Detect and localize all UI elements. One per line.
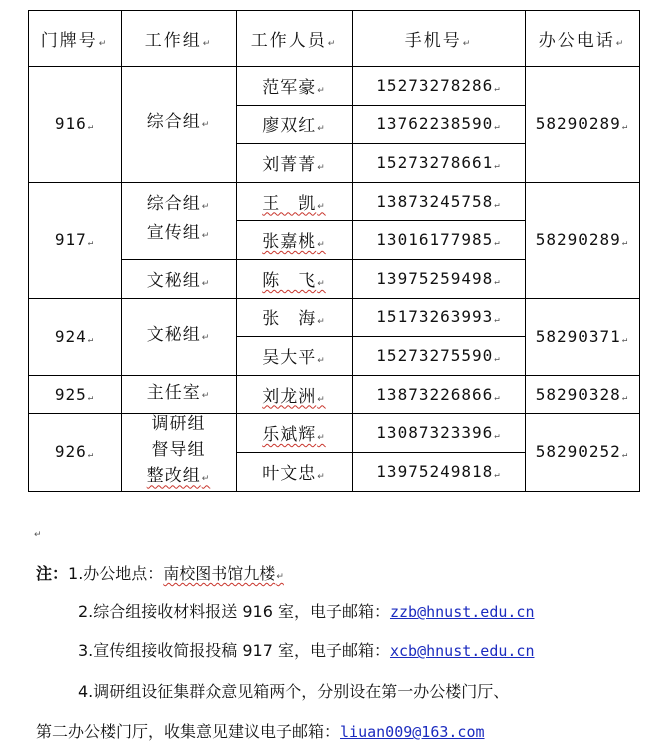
table-rule	[236, 452, 526, 453]
office-phone-cell-text: 58290289 ↵	[536, 114, 628, 133]
mobile-phone-cell	[352, 182, 525, 221]
column-header-text: 工作人员 ↵	[251, 26, 338, 51]
work-group-cell	[121, 413, 236, 490]
work-group-cell	[121, 259, 236, 298]
xcb-email-link[interactable]: xcb@hnust.edu.cn	[389, 642, 535, 660]
office-phone-cell	[525, 182, 639, 298]
column-header-text: 门牌号 ↵	[41, 26, 109, 51]
mobile-phone-cell	[352, 336, 525, 375]
table-rule	[236, 259, 526, 260]
staff-name-cell-text: 吴大平 ↵	[262, 343, 326, 368]
mobile-phone-cell	[352, 105, 525, 144]
staff-name-cell	[236, 105, 352, 144]
staff-name-cell-text: 范军豪 ↵	[262, 73, 326, 98]
work-group-name: 文秘组 ↵	[147, 322, 211, 351]
room-number-cell-text: 926 ↵	[55, 442, 94, 461]
mobile-phone-cell-text: 13087323396 ↵	[376, 423, 500, 442]
staff-name-cell	[236, 143, 352, 182]
mobile-phone-cell-text: 15273278661 ↵	[376, 153, 500, 172]
staff-name-cell-text: 叶文忠 ↵	[262, 459, 326, 484]
work-group-cell	[121, 66, 236, 182]
office-location: 南校图书馆九楼 ↵	[163, 564, 284, 583]
room-number-cell	[28, 182, 121, 298]
office-phone-cell	[525, 413, 639, 490]
table-rule	[639, 10, 640, 492]
column-header	[121, 10, 236, 66]
table-rule	[28, 491, 640, 492]
mobile-phone-cell-text: 13762238590 ↵	[376, 114, 500, 133]
staff-name-cell-text: 张 海 ↵	[262, 304, 326, 329]
zzb-email-link[interactable]: zzb@hnust.edu.cn	[389, 603, 535, 621]
room-number-cell-text: 917 ↵	[55, 230, 94, 249]
office-phone-cell	[525, 298, 639, 375]
staff-name-cell-text: 刘菁菁 ↵	[262, 150, 326, 175]
work-group-cell	[121, 298, 236, 375]
work-group-name: 调研组	[151, 414, 206, 435]
office-phone-cell	[525, 66, 639, 182]
liuan-email-link[interactable]: liuan009@163.com	[340, 723, 485, 741]
table-rule	[236, 105, 526, 106]
staff-name-cell-text: 陈 飞 ↵	[262, 266, 326, 291]
table-rule	[236, 220, 526, 221]
mobile-phone-cell	[352, 298, 525, 337]
room-number-cell	[28, 298, 121, 375]
table-rule	[28, 10, 29, 492]
staff-name-cell-text: 刘龙洲 ↵	[262, 382, 326, 407]
note-3-text: 3.宣传组接收简报投稿 917 室，电子邮箱：	[78, 641, 390, 660]
room-number-cell	[28, 375, 121, 414]
mobile-phone-cell	[352, 143, 525, 182]
work-group-cell	[121, 182, 236, 259]
note-item-3	[78, 640, 534, 662]
staff-name-cell-text: 乐斌辉 ↵	[262, 420, 326, 445]
room-number-cell-text: 924 ↵	[55, 327, 94, 346]
note-item-4-line2	[36, 721, 485, 743]
room-number-cell	[28, 413, 121, 490]
column-header-text: 手机号 ↵	[405, 26, 473, 51]
mobile-phone-cell-text: 13873226866 ↵	[376, 385, 500, 404]
mobile-phone-cell	[352, 413, 525, 452]
work-group-name: 综合组 ↵	[147, 109, 211, 138]
mobile-phone-cell	[352, 375, 525, 414]
column-header-text: 工作组 ↵	[145, 26, 213, 51]
mobile-phone-cell	[352, 259, 525, 298]
staff-name-cell-text: 张嘉桃 ↵	[262, 227, 326, 252]
column-header	[28, 10, 121, 66]
column-header	[525, 10, 639, 66]
staff-name-cell	[236, 452, 352, 491]
table-rule	[28, 10, 640, 11]
mobile-phone-cell-text: 13873245758 ↵	[376, 192, 500, 211]
column-header	[352, 10, 525, 66]
table-rule	[236, 336, 526, 337]
work-group-name: 宣传组 ↵	[147, 220, 211, 249]
office-phone-cell-text: 58290252 ↵	[536, 442, 628, 461]
staff-name-cell	[236, 259, 352, 298]
staff-name-cell	[236, 182, 352, 221]
mobile-phone-cell-text: 15173263993 ↵	[376, 307, 500, 326]
room-number-cell	[28, 66, 121, 182]
note-item-2	[78, 601, 534, 623]
staff-name-cell	[236, 375, 352, 414]
mobile-phone-cell-text: 13975249818 ↵	[376, 462, 500, 481]
work-group-cell-text: 文秘组 ↵	[147, 266, 211, 291]
table-rule	[352, 10, 353, 492]
staff-name-cell	[236, 220, 352, 259]
staff-name-cell	[236, 336, 352, 375]
mobile-phone-cell	[352, 452, 525, 491]
office-phone-cell-text: 58290328 ↵	[536, 385, 628, 404]
note-item-1	[36, 563, 284, 588]
work-group-name: 综合组 ↵	[147, 191, 211, 220]
office-phone-cell-text: 58290371 ↵	[536, 327, 628, 346]
work-group-name: 主任室 ↵	[147, 380, 211, 409]
note-label: 注：	[36, 564, 69, 583]
note-2-text: 2.综合组接收材料报送 916 室，电子邮箱：	[78, 602, 390, 621]
table-rule	[28, 66, 640, 67]
table-rule	[121, 259, 237, 260]
staff-name-cell	[236, 413, 352, 452]
column-header	[236, 10, 352, 66]
note-4-text-1: 4.调研组设征集群众意见箱两个，分别设在第一办公楼门厅、	[78, 682, 510, 701]
table-rule	[236, 143, 526, 144]
paragraph-mark: ↵	[34, 530, 42, 540]
mobile-phone-cell-text: 13016177985 ↵	[376, 230, 500, 249]
table-rule	[121, 10, 122, 492]
staff-name-cell	[236, 66, 352, 105]
mobile-phone-cell	[352, 220, 525, 259]
office-phone-cell	[525, 375, 639, 414]
table-rule	[525, 10, 526, 492]
note-item-4-line1	[78, 681, 509, 703]
work-group-name: 整改组 ↵	[147, 463, 211, 492]
mobile-phone-cell-text: 15273278286 ↵	[376, 76, 500, 95]
mobile-phone-cell-text: 15273275590 ↵	[376, 346, 500, 365]
room-number-cell-text: 916 ↵	[55, 114, 94, 133]
staff-name-cell-text: 廖双红 ↵	[262, 111, 326, 136]
note-1-prefix: 1.办公地点：	[68, 564, 164, 583]
note-4-text-2: 第二办公楼门厅，收集意见建议电子邮箱：	[36, 722, 341, 741]
column-header-text: 办公电话 ↵	[539, 26, 626, 51]
staff-name-cell-text: 王 凯 ↵	[262, 189, 326, 214]
table-rule	[236, 10, 237, 492]
mobile-phone-cell	[352, 66, 525, 105]
mobile-phone-cell-text: 13975259498 ↵	[376, 269, 500, 288]
work-group-cell	[121, 375, 236, 414]
office-phone-cell-text: 58290289 ↵	[536, 230, 628, 249]
room-number-cell-text: 925 ↵	[55, 385, 94, 404]
work-group-name: 督导组	[151, 440, 206, 461]
staff-name-cell	[236, 298, 352, 337]
